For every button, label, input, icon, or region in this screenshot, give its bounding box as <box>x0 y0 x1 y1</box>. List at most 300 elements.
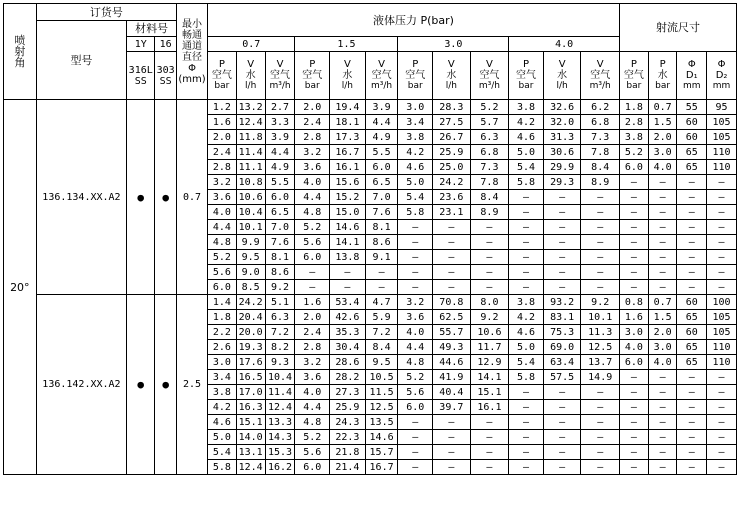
subheader-jet-1-line-0: P <box>659 59 666 70</box>
data-cell: – <box>470 445 509 460</box>
subheader-v-air-1-line-0: V <box>378 59 385 70</box>
data-cell: 2.4 <box>295 325 330 340</box>
model-cell: 136.142.XX.A2 <box>36 295 127 475</box>
data-cell: 4.4 <box>265 145 295 160</box>
data-cell: 5.4 <box>207 445 236 460</box>
data-cell: 4.8 <box>398 355 433 370</box>
data-cell: 1.6 <box>207 115 236 130</box>
data-cell: 6.0 <box>265 190 295 205</box>
data-cell: 10.8 <box>236 175 265 190</box>
data-cell: 93.2 <box>543 295 581 310</box>
data-cell: – <box>509 250 544 265</box>
data-cell: 10.1 <box>236 220 265 235</box>
data-cell: 6.0 <box>620 355 649 370</box>
data-cell: 60 <box>677 130 707 145</box>
data-cell: – <box>707 205 737 220</box>
data-cell: – <box>433 265 471 280</box>
data-cell: 5.7 <box>470 115 509 130</box>
data-cell: 3.9 <box>365 100 398 115</box>
data-cell: 62.5 <box>433 310 471 325</box>
subheader-v-air-2-line-0: V <box>486 59 493 70</box>
data-cell: 2.4 <box>295 115 330 130</box>
data-cell: 12.5 <box>365 400 398 415</box>
subheader-jet-1-text <box>649 59 677 92</box>
data-cell: – <box>581 400 620 415</box>
data-cell: 7.8 <box>581 145 620 160</box>
data-cell: 27.5 <box>433 115 471 130</box>
data-cell: 55.7 <box>433 325 471 340</box>
data-cell: – <box>677 460 707 475</box>
data-cell: – <box>433 445 471 460</box>
subheader-v-water-1 <box>330 52 366 100</box>
data-cell: 28.2 <box>330 370 366 385</box>
data-cell: – <box>470 265 509 280</box>
data-cell: 8.9 <box>470 205 509 220</box>
data-cell: 3.8 <box>509 295 544 310</box>
min-passage-header-text-line-2: 通道 <box>182 40 203 52</box>
data-cell: 28.3 <box>433 100 471 115</box>
data-cell: 13.7 <box>581 355 620 370</box>
data-cell: – <box>581 385 620 400</box>
data-cell: – <box>620 445 649 460</box>
data-cell: – <box>620 235 649 250</box>
data-cell: – <box>581 445 620 460</box>
data-cell: 3.6 <box>295 370 330 385</box>
data-cell: 5.2 <box>295 220 330 235</box>
data-cell: 2.0 <box>648 130 677 145</box>
material-303-cell: ● <box>155 295 177 475</box>
subheader-v-air-0-line-2: m³/h <box>269 81 291 91</box>
data-cell: 3.8 <box>509 100 544 115</box>
data-cell: 32.6 <box>543 100 581 115</box>
data-cell: – <box>581 460 620 475</box>
data-cell: 6.0 <box>620 160 649 175</box>
data-cell: 17.0 <box>236 385 265 400</box>
data-cell: 7.6 <box>365 205 398 220</box>
data-cell: 2.0 <box>295 310 330 325</box>
data-cell: 10.4 <box>236 205 265 220</box>
data-cell: – <box>543 265 581 280</box>
pressure-header: 液体压力 P(bar) <box>207 4 619 37</box>
data-cell: 4.6 <box>207 415 236 430</box>
data-cell: 60 <box>677 115 707 130</box>
data-cell: – <box>509 280 544 295</box>
data-cell: 5.2 <box>295 430 330 445</box>
data-cell: – <box>398 220 433 235</box>
data-cell: – <box>433 235 471 250</box>
data-cell: 24.2 <box>433 175 471 190</box>
data-cell: – <box>620 205 649 220</box>
data-cell: – <box>398 415 433 430</box>
data-cell: 35.3 <box>330 325 366 340</box>
data-cell: 16.1 <box>330 160 366 175</box>
data-cell: 4.9 <box>265 160 295 175</box>
data-cell: 4.0 <box>398 325 433 340</box>
data-cell: – <box>509 430 544 445</box>
data-cell: 5.4 <box>509 160 544 175</box>
data-cell: 11.3 <box>581 325 620 340</box>
data-cell: – <box>398 460 433 475</box>
data-cell: – <box>677 220 707 235</box>
data-cell: 2.0 <box>295 100 330 115</box>
data-cell: 5.6 <box>207 265 236 280</box>
data-cell: 16.5 <box>236 370 265 385</box>
subheader-jet-3-line-2: mm <box>712 81 731 91</box>
data-cell: 19.4 <box>330 100 366 115</box>
data-cell: 11.4 <box>236 145 265 160</box>
data-cell: 41.9 <box>433 370 471 385</box>
data-cell: 7.8 <box>470 175 509 190</box>
data-cell: – <box>620 460 649 475</box>
data-cell: – <box>543 385 581 400</box>
data-cell: 15.6 <box>330 175 366 190</box>
data-cell: 40.4 <box>433 385 471 400</box>
min-passage-cell: 2.5 <box>177 295 208 475</box>
data-cell: 15.3 <box>265 445 295 460</box>
data-cell: 60 <box>677 325 707 340</box>
data-cell: 55 <box>677 100 707 115</box>
data-cell: 6.8 <box>581 115 620 130</box>
subheader-v-air-2 <box>470 52 509 100</box>
data-cell: – <box>707 460 737 475</box>
min-passage-cell: 0.7 <box>177 100 208 295</box>
data-cell: – <box>433 280 471 295</box>
data-cell: – <box>509 235 544 250</box>
data-cell: 0.8 <box>620 295 649 310</box>
data-cell: – <box>581 190 620 205</box>
data-cell: 8.6 <box>365 235 398 250</box>
pressure-level-1: 1.5 <box>295 37 398 52</box>
data-cell: 10.5 <box>365 370 398 385</box>
data-cell: 7.2 <box>365 325 398 340</box>
data-cell: 5.0 <box>398 175 433 190</box>
material-303-header-text <box>155 65 176 87</box>
data-cell: 95 <box>707 100 737 115</box>
subheader-v-air-2-line-1: 空气 <box>479 70 500 81</box>
data-cell: – <box>433 250 471 265</box>
subheader-jet-2 <box>677 52 707 100</box>
data-cell: 7.3 <box>470 160 509 175</box>
data-cell: 4.8 <box>207 235 236 250</box>
jet-size-header: 射流尺寸 <box>620 4 737 52</box>
data-cell: 9.5 <box>365 355 398 370</box>
material-316-cell: ● <box>127 295 155 475</box>
material-303-cell: ● <box>155 100 177 295</box>
data-cell: – <box>470 415 509 430</box>
data-cell: 5.9 <box>365 310 398 325</box>
data-cell: – <box>620 430 649 445</box>
data-cell: – <box>581 220 620 235</box>
data-cell: 15.2 <box>330 190 366 205</box>
data-cell: 27.3 <box>330 385 366 400</box>
data-cell: 4.4 <box>295 400 330 415</box>
material-316-header <box>127 52 155 100</box>
data-cell: 69.0 <box>543 340 581 355</box>
data-cell: 23.6 <box>433 190 471 205</box>
data-cell: – <box>543 220 581 235</box>
data-cell: 3.0 <box>648 340 677 355</box>
data-cell: 16.3 <box>236 400 265 415</box>
subheader-jet-2-line-2: mm <box>683 81 701 91</box>
data-cell: 6.8 <box>470 145 509 160</box>
data-cell: – <box>365 265 398 280</box>
data-cell: 110 <box>707 145 737 160</box>
data-cell: – <box>543 445 581 460</box>
data-cell: 30.4 <box>330 340 366 355</box>
data-cell: 53.4 <box>330 295 366 310</box>
data-cell: – <box>398 430 433 445</box>
data-cell: – <box>398 265 433 280</box>
data-cell: – <box>398 280 433 295</box>
data-cell: – <box>648 190 677 205</box>
data-cell: 4.2 <box>509 310 544 325</box>
data-cell: 31.3 <box>543 130 581 145</box>
data-cell: 110 <box>707 355 737 370</box>
subheader-v-air-3-text <box>581 59 619 92</box>
data-cell: 3.4 <box>398 115 433 130</box>
data-cell: 8.4 <box>581 160 620 175</box>
data-cell: – <box>707 430 737 445</box>
subheader-v-water-1-line-1: 水 <box>342 70 353 81</box>
data-cell: – <box>330 280 366 295</box>
subheader-p-air-2-line-2: bar <box>407 81 423 91</box>
order-no-header: 订货号 <box>36 4 176 21</box>
data-cell: – <box>648 370 677 385</box>
data-cell: 2.8 <box>295 130 330 145</box>
subheader-p-air-0 <box>207 52 236 100</box>
data-cell: 13.3 <box>265 415 295 430</box>
data-cell: 18.1 <box>330 115 366 130</box>
data-cell: 8.9 <box>581 175 620 190</box>
data-cell: 13.5 <box>365 415 398 430</box>
data-cell: 13.2 <box>236 100 265 115</box>
data-cell: 5.8 <box>207 460 236 475</box>
data-cell: 23.1 <box>433 205 471 220</box>
min-passage-header-text-line-5: (mm) <box>178 73 206 85</box>
data-cell: 4.0 <box>207 205 236 220</box>
subheader-jet-0-line-1: 空气 <box>623 70 644 81</box>
data-cell: 28.6 <box>330 355 366 370</box>
data-cell: 10.6 <box>470 325 509 340</box>
subheader-v-air-3-line-1: 空气 <box>590 70 611 81</box>
data-cell: 10.1 <box>581 310 620 325</box>
data-cell: – <box>509 190 544 205</box>
data-cell: 9.0 <box>236 265 265 280</box>
min-passage-header-text <box>177 19 207 85</box>
subheader-jet-0-text <box>620 59 648 92</box>
subheader-v-air-0-line-0: V <box>276 59 284 70</box>
subheader-v-water-0-line-0: V <box>247 59 255 70</box>
data-cell: 16.7 <box>365 460 398 475</box>
data-cell: 5.1 <box>265 295 295 310</box>
data-cell: – <box>648 430 677 445</box>
data-cell: – <box>648 205 677 220</box>
data-cell: 3.6 <box>295 160 330 175</box>
data-cell: 8.0 <box>470 295 509 310</box>
data-cell: – <box>543 460 581 475</box>
data-cell: 32.0 <box>543 115 581 130</box>
data-cell: 105 <box>707 115 737 130</box>
data-cell: 57.5 <box>543 370 581 385</box>
data-cell: 3.8 <box>620 130 649 145</box>
subheader-v-air-0 <box>265 52 295 100</box>
data-cell: 14.0 <box>236 430 265 445</box>
subheader-v-water-1-text <box>330 59 365 92</box>
material-316-header-text <box>127 65 154 87</box>
data-cell: – <box>620 220 649 235</box>
subheader-v-air-1 <box>365 52 398 100</box>
data-cell: 1.6 <box>295 295 330 310</box>
data-cell: 16.1 <box>470 400 509 415</box>
data-cell: 14.1 <box>470 370 509 385</box>
subheader-v-water-2-text <box>433 59 470 92</box>
data-cell: 9.9 <box>236 235 265 250</box>
data-cell: 4.4 <box>398 340 433 355</box>
subheader-v-water-0-text <box>237 59 265 92</box>
subheader-jet-0-line-0: P <box>630 59 637 70</box>
data-cell: 6.3 <box>470 130 509 145</box>
data-cell: – <box>677 445 707 460</box>
data-cell: – <box>509 400 544 415</box>
data-cell: 1.8 <box>620 100 649 115</box>
data-cell: – <box>509 265 544 280</box>
data-cell: 9.2 <box>265 280 295 295</box>
data-cell: – <box>677 190 707 205</box>
data-cell: 65 <box>677 340 707 355</box>
subheader-v-air-3-line-0: V <box>596 59 604 70</box>
data-cell: – <box>620 190 649 205</box>
data-cell: 9.1 <box>365 250 398 265</box>
data-cell: – <box>677 205 707 220</box>
data-cell: – <box>509 205 544 220</box>
subheader-p-air-1-line-1: 空气 <box>302 70 323 81</box>
data-cell: – <box>620 265 649 280</box>
data-cell: – <box>707 250 737 265</box>
data-cell: 4.2 <box>398 145 433 160</box>
subheader-p-air-3 <box>509 52 544 100</box>
spray-angle-value: 20° <box>4 100 37 475</box>
data-cell: 5.8 <box>509 370 544 385</box>
data-cell: – <box>707 220 737 235</box>
data-cell: 110 <box>707 340 737 355</box>
data-cell: – <box>470 430 509 445</box>
material-316-header-text-line-0: 316L <box>128 64 153 76</box>
subheader-v-air-0-text <box>266 59 295 92</box>
data-cell: 4.6 <box>398 160 433 175</box>
data-cell: 65 <box>677 310 707 325</box>
subheader-v-air-3-line-2: m³/h <box>589 81 611 91</box>
data-cell: – <box>398 445 433 460</box>
subheader-v-water-2 <box>433 52 471 100</box>
data-cell: – <box>648 445 677 460</box>
data-cell: 21.8 <box>330 445 366 460</box>
data-cell: 20.0 <box>236 325 265 340</box>
data-cell: – <box>648 280 677 295</box>
data-cell: 6.0 <box>295 250 330 265</box>
data-cell: 8.6 <box>265 265 295 280</box>
data-cell: 6.3 <box>265 310 295 325</box>
data-cell: 3.8 <box>207 385 236 400</box>
data-cell: 8.4 <box>470 190 509 205</box>
data-cell: 9.2 <box>470 310 509 325</box>
data-cell: – <box>648 220 677 235</box>
data-cell: 19.3 <box>236 340 265 355</box>
data-cell: – <box>648 460 677 475</box>
data-cell: 105 <box>707 325 737 340</box>
subheader-p-air-2-text <box>398 59 432 92</box>
data-cell: – <box>470 250 509 265</box>
data-cell: 11.5 <box>365 385 398 400</box>
data-cell: 17.3 <box>330 130 366 145</box>
data-cell: – <box>648 265 677 280</box>
material-316-cell: ● <box>127 100 155 295</box>
subheader-v-water-3-line-0: V <box>558 59 566 70</box>
subheader-p-air-1-line-0: P <box>309 59 316 70</box>
subheader-p-air-3-line-1: 空气 <box>516 70 537 81</box>
data-cell: – <box>581 235 620 250</box>
subheader-v-water-0-line-2: l/h <box>245 81 257 91</box>
subheader-p-air-1 <box>295 52 330 100</box>
data-cell: 5.2 <box>398 370 433 385</box>
data-cell: – <box>648 175 677 190</box>
data-cell: 15.7 <box>365 445 398 460</box>
data-cell: 8.2 <box>265 340 295 355</box>
data-cell: 5.5 <box>365 145 398 160</box>
data-cell: 5.0 <box>509 145 544 160</box>
data-cell: 20.4 <box>236 310 265 325</box>
data-cell: 7.0 <box>265 220 295 235</box>
spray-angle-header-text-line-1: 射 <box>14 45 26 58</box>
data-cell: 11.1 <box>236 160 265 175</box>
data-cell: 3.2 <box>295 145 330 160</box>
data-cell: 1.5 <box>648 310 677 325</box>
subheader-v-water-3-text <box>544 59 581 92</box>
subheader-p-air-3-line-0: P <box>523 59 530 70</box>
subheader-v-water-0-line-1: 水 <box>245 70 256 81</box>
data-cell: 2.0 <box>207 130 236 145</box>
data-cell: 24.2 <box>236 295 265 310</box>
subheader-jet-0-line-2: bar <box>626 81 642 91</box>
data-cell: 5.6 <box>295 445 330 460</box>
table-header <box>4 4 737 100</box>
subheader-p-air-2 <box>398 52 433 100</box>
data-cell: 3.2 <box>398 295 433 310</box>
data-cell: 5.6 <box>295 235 330 250</box>
subheader-jet-3-text <box>707 59 736 92</box>
data-cell: 100 <box>707 295 737 310</box>
data-cell: 4.0 <box>648 160 677 175</box>
data-cell: 0.7 <box>648 295 677 310</box>
data-cell: 83.1 <box>543 310 581 325</box>
data-cell: 2.4 <box>207 145 236 160</box>
data-cell: – <box>707 385 737 400</box>
data-cell: 4.2 <box>509 115 544 130</box>
data-cell: – <box>433 220 471 235</box>
data-cell: 2.8 <box>620 115 649 130</box>
data-cell: – <box>581 265 620 280</box>
subheader-v-water-3-line-1: 水 <box>557 70 568 81</box>
data-cell: 63.4 <box>543 355 581 370</box>
data-cell: 25.9 <box>330 400 366 415</box>
data-cell: 5.8 <box>509 175 544 190</box>
data-cell: – <box>620 250 649 265</box>
subheader-p-air-3-text <box>509 59 543 92</box>
data-cell: 9.3 <box>265 355 295 370</box>
data-cell: 14.6 <box>365 430 398 445</box>
data-cell: 25.9 <box>433 145 471 160</box>
data-cell: – <box>707 175 737 190</box>
spray-angle-header-text-line-2: 角 <box>14 56 26 69</box>
